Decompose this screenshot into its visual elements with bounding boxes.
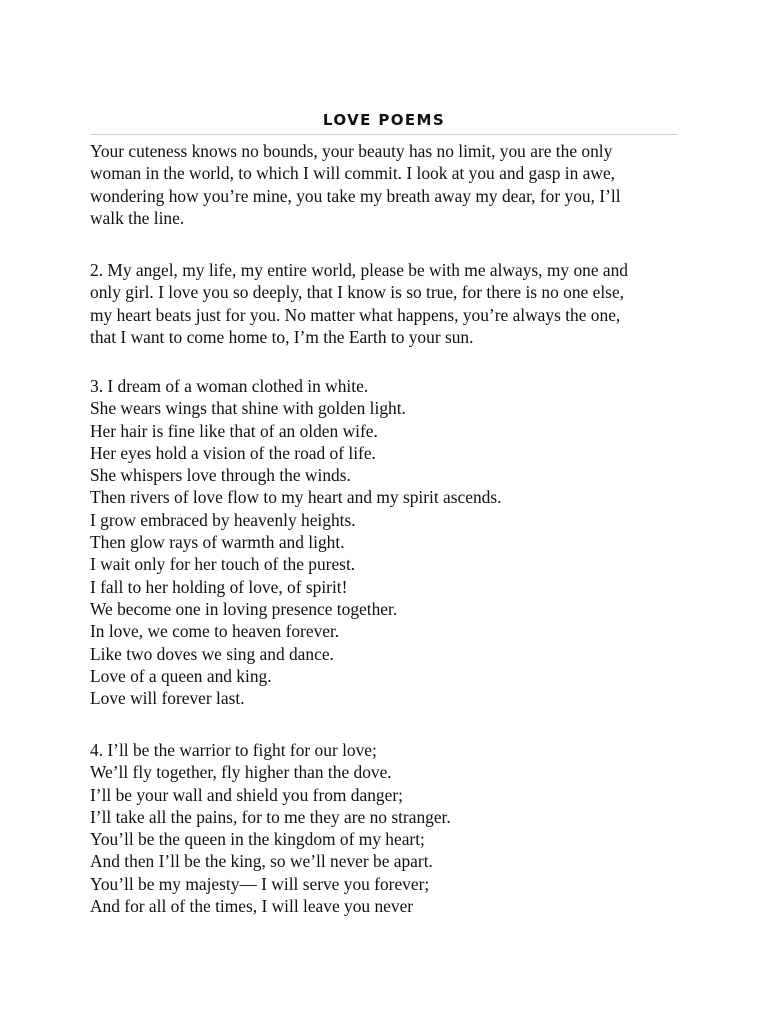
poem-line: She wears wings that shine with golden light. — [90, 398, 406, 419]
poem-line: Love of a queen and king. — [90, 665, 272, 686]
poem-line: only girl. I love you so deeply, that I know is so true, for there is no one else, — [90, 282, 625, 303]
poem-line: You’ll be my majesty— I will serve you forever; — [90, 873, 430, 894]
poem-line: And then I’ll be the king, so we’ll never be apart. — [90, 851, 433, 872]
title-divider — [90, 134, 678, 135]
poem-line: We become one in loving presence together. — [90, 598, 398, 619]
poem-line: Then rivers of love flow to my heart and my spirit ascends. — [90, 487, 502, 508]
poem-line: I fall to her holding of love, of spirit! — [90, 576, 348, 597]
poem-line: I grow embraced by heavenly heights. — [90, 509, 356, 530]
poem-line: And for all of the times, I will leave you never — [90, 896, 414, 917]
poem-line: I’ll take all the pains, for to me they are no stranger. — [90, 806, 451, 827]
poem-line: She whispers love through the winds. — [90, 465, 351, 486]
poem-line: my heart beats just for you. No matter what happens, you’re always the one, — [90, 304, 621, 325]
poem-line: wondering how you’re mine, you take my breath away my dear, for you, I’ll — [90, 185, 621, 206]
poem-3 — [90, 375, 690, 709]
poem-line: Your cuteness knows no bounds, your beauty has no limit, you are the only — [90, 141, 613, 161]
poem-2 — [90, 259, 690, 348]
poem-line: I’ll be your wall and shield you from danger; — [90, 784, 403, 805]
poem-line: 2. My angel, my life, my entire world, please be with me always, my one and — [90, 260, 629, 280]
poem-line: Then glow rays of warmth and light. — [90, 532, 345, 553]
poem-line: You’ll be the queen in the kingdom of my heart; — [90, 829, 425, 850]
poem-line: We’ll fly together, fly higher than the dove. — [90, 762, 392, 783]
poem-line: 4. I’ll be the warrior to fight for our love; — [90, 740, 377, 760]
poem-line: In love, we come to heaven forever. — [90, 621, 340, 642]
poem-line: Love will forever last. — [90, 688, 245, 709]
poem-line: 3. I dream of a woman clothed in white. — [90, 376, 369, 396]
document-title: LOVE POEMS — [322, 111, 446, 129]
poem-line: Like two doves we sing and dance. — [90, 643, 334, 664]
poem-line: walk the line. — [90, 207, 185, 228]
poem-4 — [90, 739, 690, 917]
poem-line: that I want to come home to, I’m the Earth to your sun. — [90, 326, 474, 347]
poem-line: Her eyes hold a vision of the road of life. — [90, 442, 376, 463]
poem-line: woman in the world, to which I will commit. I look at you and gasp in awe, — [90, 163, 616, 184]
poem-line: Her hair is fine like that of an olden wife. — [90, 420, 378, 441]
poem-line: I wait only for her touch of the purest. — [90, 554, 356, 575]
poem-1 — [90, 140, 690, 229]
